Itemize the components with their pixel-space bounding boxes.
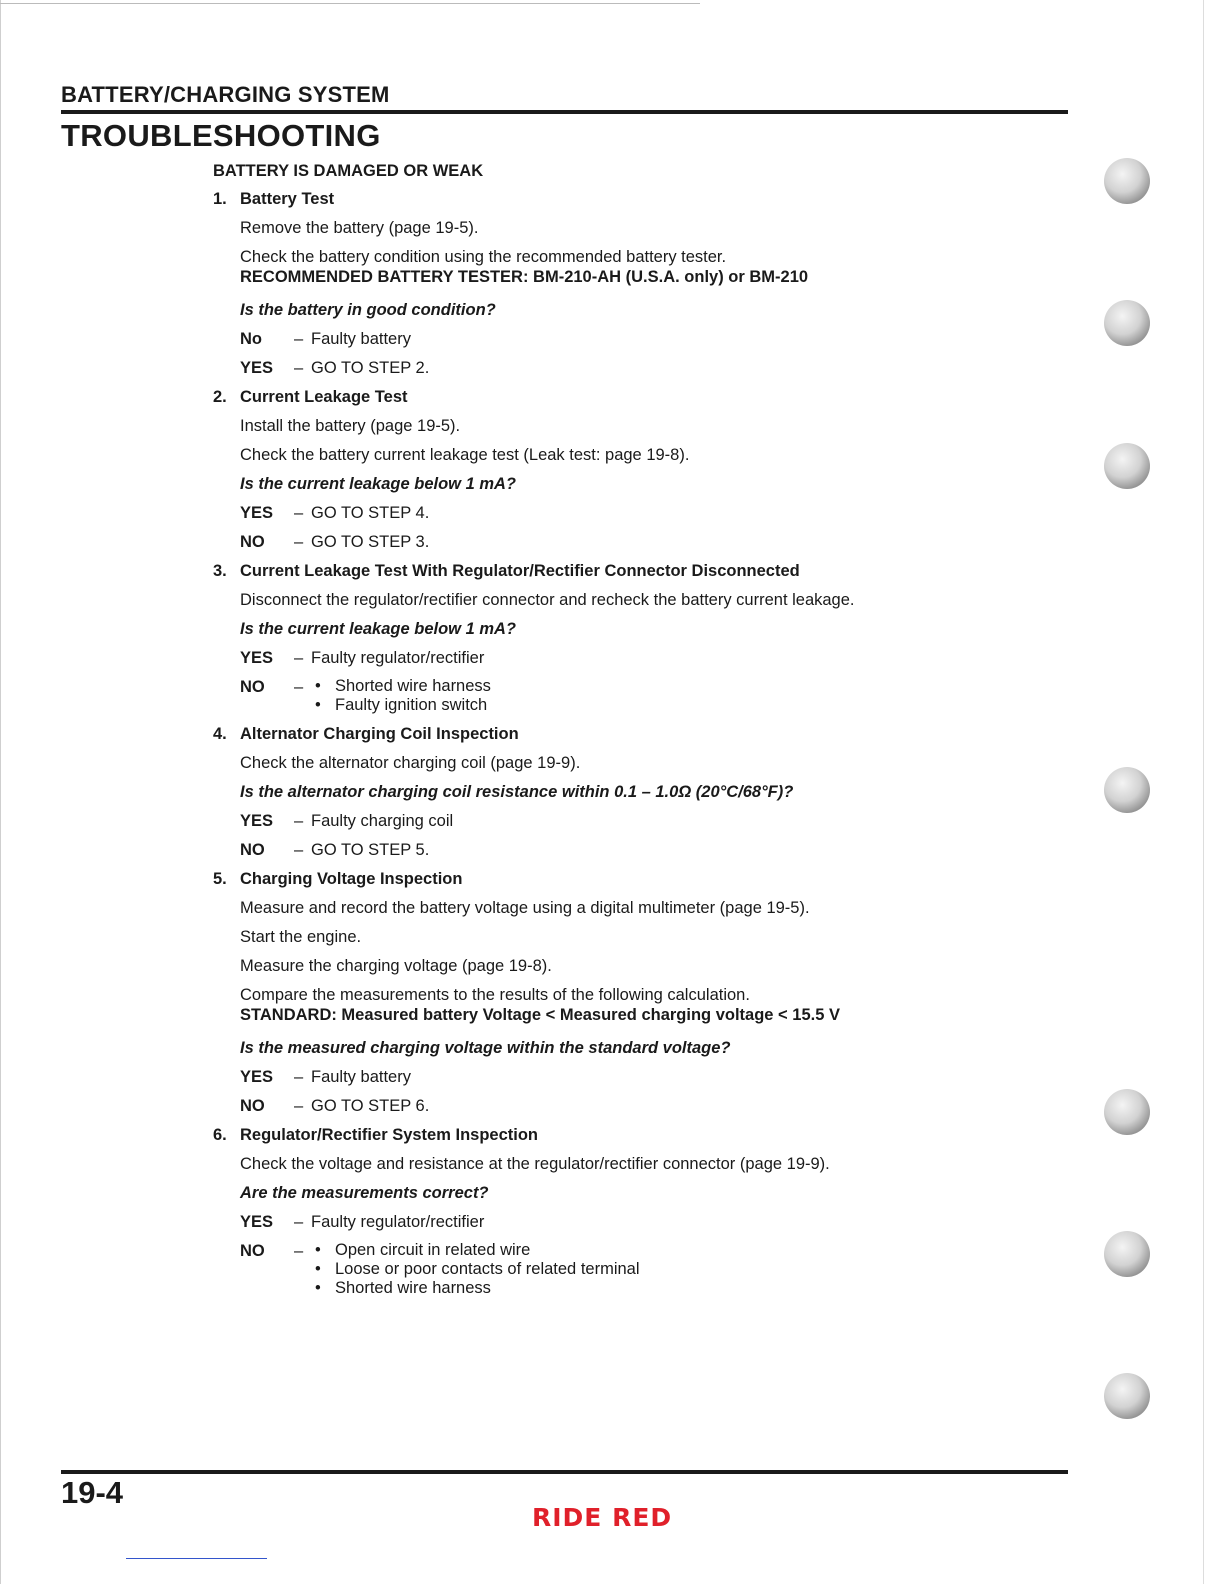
- step-heading: [213, 561, 1073, 590]
- instruction: Check the battery condition using the recommended battery tester.: [240, 248, 727, 266]
- list-item: [315, 1279, 1073, 1298]
- answer-dash: –: [294, 678, 304, 696]
- step-heading: [213, 387, 1073, 416]
- instruction: Compare the measurements to the results of the following calculation.: [240, 986, 750, 1004]
- answer-row: [240, 358, 1073, 387]
- answer-text: Faulty charging coil: [311, 812, 454, 830]
- answer-key: NO: [240, 1097, 265, 1115]
- answer-text: GO TO STEP 3.: [311, 533, 430, 551]
- instruction: Install the battery (page 19-5).: [240, 417, 461, 435]
- step-heading: [213, 189, 1073, 218]
- answer-row: [240, 840, 1073, 869]
- answer-row: [240, 1096, 1073, 1125]
- step-number: 2.: [213, 388, 227, 406]
- question: Is the battery in good condition?: [240, 301, 496, 319]
- step-title: Current Leakage Test With Regulator/Rectifier Connector Disconnected: [240, 562, 800, 580]
- punch-hole: [1104, 1373, 1150, 1419]
- punch-hole: [1104, 300, 1150, 346]
- step-number: 6.: [213, 1126, 227, 1144]
- answer-key: NO: [240, 1242, 265, 1260]
- list-item-text: Faulty ignition switch: [335, 696, 488, 714]
- answer-key: No: [240, 330, 262, 348]
- page-title: TROUBLESHOOTING: [61, 118, 381, 153]
- punch-hole: [1104, 767, 1150, 813]
- answer-row: [240, 811, 1073, 840]
- troubleshooting-content: [213, 161, 1073, 1307]
- answer-key: NO: [240, 841, 265, 859]
- answer-dash: –: [294, 504, 304, 522]
- step-3: [213, 561, 1073, 724]
- answer-dash: –: [294, 533, 304, 551]
- answer-dash: –: [294, 1097, 304, 1115]
- step-heading: [213, 724, 1073, 753]
- list-item: [315, 1260, 1073, 1279]
- section-title: BATTERY/CHARGING SYSTEM: [61, 82, 390, 107]
- answer-text: GO TO STEP 6.: [311, 1097, 430, 1115]
- spec-line: STANDARD: Measured battery Voltage < Measured charging voltage < 15.5 V: [240, 1006, 840, 1024]
- question: Is the alternator charging coil resistance within 0.1 – 1.0Ω (20°C/68°F)?: [240, 783, 794, 801]
- top-scan-line: [0, 3, 700, 4]
- step-1: [213, 189, 1073, 387]
- answer-dash: –: [294, 649, 304, 667]
- answer-row: [240, 648, 1073, 677]
- answer-dash: –: [294, 1068, 304, 1086]
- answer-dash: –: [294, 330, 304, 348]
- answer-dash: –: [294, 359, 304, 377]
- answer-text: Faulty battery: [311, 330, 411, 348]
- question: Are the measurements correct?: [240, 1184, 489, 1202]
- answer-key: YES: [240, 812, 274, 830]
- instruction: Check the alternator charging coil (page 19-9).: [240, 754, 581, 772]
- punch-hole: [1104, 443, 1150, 489]
- step-4: [213, 724, 1073, 869]
- answer-row: [240, 329, 1073, 358]
- answer-text: Faulty battery: [311, 1068, 411, 1086]
- link-underline: [126, 1558, 267, 1559]
- bullet: •: [315, 1260, 321, 1278]
- answer-row: [240, 532, 1073, 561]
- instruction: Check the battery current leakage test (Leak test: page 19-8).: [240, 446, 690, 464]
- answer-dash: –: [294, 841, 304, 859]
- step-heading: [213, 1125, 1073, 1154]
- question: Is the measured charging voltage within the standard voltage?: [240, 1039, 731, 1057]
- bullet: •: [315, 1241, 321, 1259]
- step-2: [213, 387, 1073, 561]
- step-number: 1.: [213, 190, 227, 208]
- answer-text: GO TO STEP 4.: [311, 504, 430, 522]
- step-title: Charging Voltage Inspection: [240, 870, 463, 888]
- answer-key: NO: [240, 533, 265, 551]
- punch-hole: [1104, 1231, 1150, 1277]
- instruction: Measure and record the battery voltage using a digital multimeter (page 19-5).: [240, 899, 810, 917]
- question: Is the current leakage below 1 mA?: [240, 475, 517, 493]
- subheading: BATTERY IS DAMAGED OR WEAK: [213, 162, 484, 180]
- step-title: Current Leakage Test: [240, 388, 408, 406]
- list-item: [315, 677, 1073, 696]
- instruction: Start the engine.: [240, 928, 362, 946]
- cause-list: [240, 677, 1073, 715]
- list-item-text: Shorted wire harness: [335, 1279, 491, 1297]
- step-number: 3.: [213, 562, 227, 580]
- answer-text: GO TO STEP 2.: [311, 359, 430, 377]
- answer-row: [240, 677, 1073, 724]
- page-number: 19-4: [61, 1475, 124, 1510]
- list-item: [315, 1241, 1073, 1260]
- step-heading: [213, 869, 1073, 898]
- brand-logo: RIDE RED: [532, 1503, 673, 1532]
- step-number: 5.: [213, 870, 227, 888]
- answer-dash: –: [294, 812, 304, 830]
- step-title: Battery Test: [240, 190, 335, 208]
- footer-rule: [61, 1470, 1068, 1474]
- answer-dash: –: [294, 1213, 304, 1231]
- answer-key: NO: [240, 678, 265, 696]
- answer-row: [240, 1212, 1073, 1241]
- instruction: Measure the charging voltage (page 19-8).: [240, 957, 552, 975]
- answer-key: YES: [240, 1068, 274, 1086]
- page-right-edge: [1203, 0, 1204, 1584]
- instruction: Check the voltage and resistance at the regulator/rectifier connector (page 19-9).: [240, 1155, 830, 1173]
- answer-row: [240, 503, 1073, 532]
- step-title: Regulator/Rectifier System Inspection: [240, 1126, 538, 1144]
- bullet: •: [315, 696, 321, 714]
- question: Is the current leakage below 1 mA?: [240, 620, 517, 638]
- step-number: 4.: [213, 725, 227, 743]
- answer-dash: –: [294, 1242, 304, 1260]
- answer-key: YES: [240, 649, 274, 667]
- answer-text: GO TO STEP 5.: [311, 841, 430, 859]
- answer-text: Faulty regulator/rectifier: [311, 649, 485, 667]
- answer-text: Faulty regulator/rectifier: [311, 1213, 485, 1231]
- answer-key: YES: [240, 1213, 274, 1231]
- page-left-edge: [0, 0, 1, 1584]
- cause-list: [240, 1241, 1073, 1298]
- bullet: •: [315, 677, 321, 695]
- list-item: [315, 696, 1073, 715]
- punch-hole: [1104, 158, 1150, 204]
- list-item-text: Open circuit in related wire: [335, 1241, 531, 1259]
- spec-line: RECOMMENDED BATTERY TESTER: BM-210-AH (U.S.A. only) or BM-210: [240, 268, 809, 286]
- answer-row: [240, 1241, 1073, 1307]
- header-rule: [61, 110, 1068, 114]
- instruction: Disconnect the regulator/rectifier connector and recheck the battery current leakage.: [240, 591, 855, 609]
- step-title: Alternator Charging Coil Inspection: [240, 725, 519, 743]
- step-5: [213, 869, 1073, 1125]
- bullet: •: [315, 1279, 321, 1297]
- punch-hole: [1104, 1089, 1150, 1135]
- instruction: Remove the battery (page 19-5).: [240, 219, 479, 237]
- answer-key: YES: [240, 359, 274, 377]
- answer-key: YES: [240, 504, 274, 522]
- list-item-text: Loose or poor contacts of related terminal: [335, 1260, 640, 1278]
- answer-row: [240, 1067, 1073, 1096]
- list-item-text: Shorted wire harness: [335, 677, 491, 695]
- step-6: [213, 1125, 1073, 1307]
